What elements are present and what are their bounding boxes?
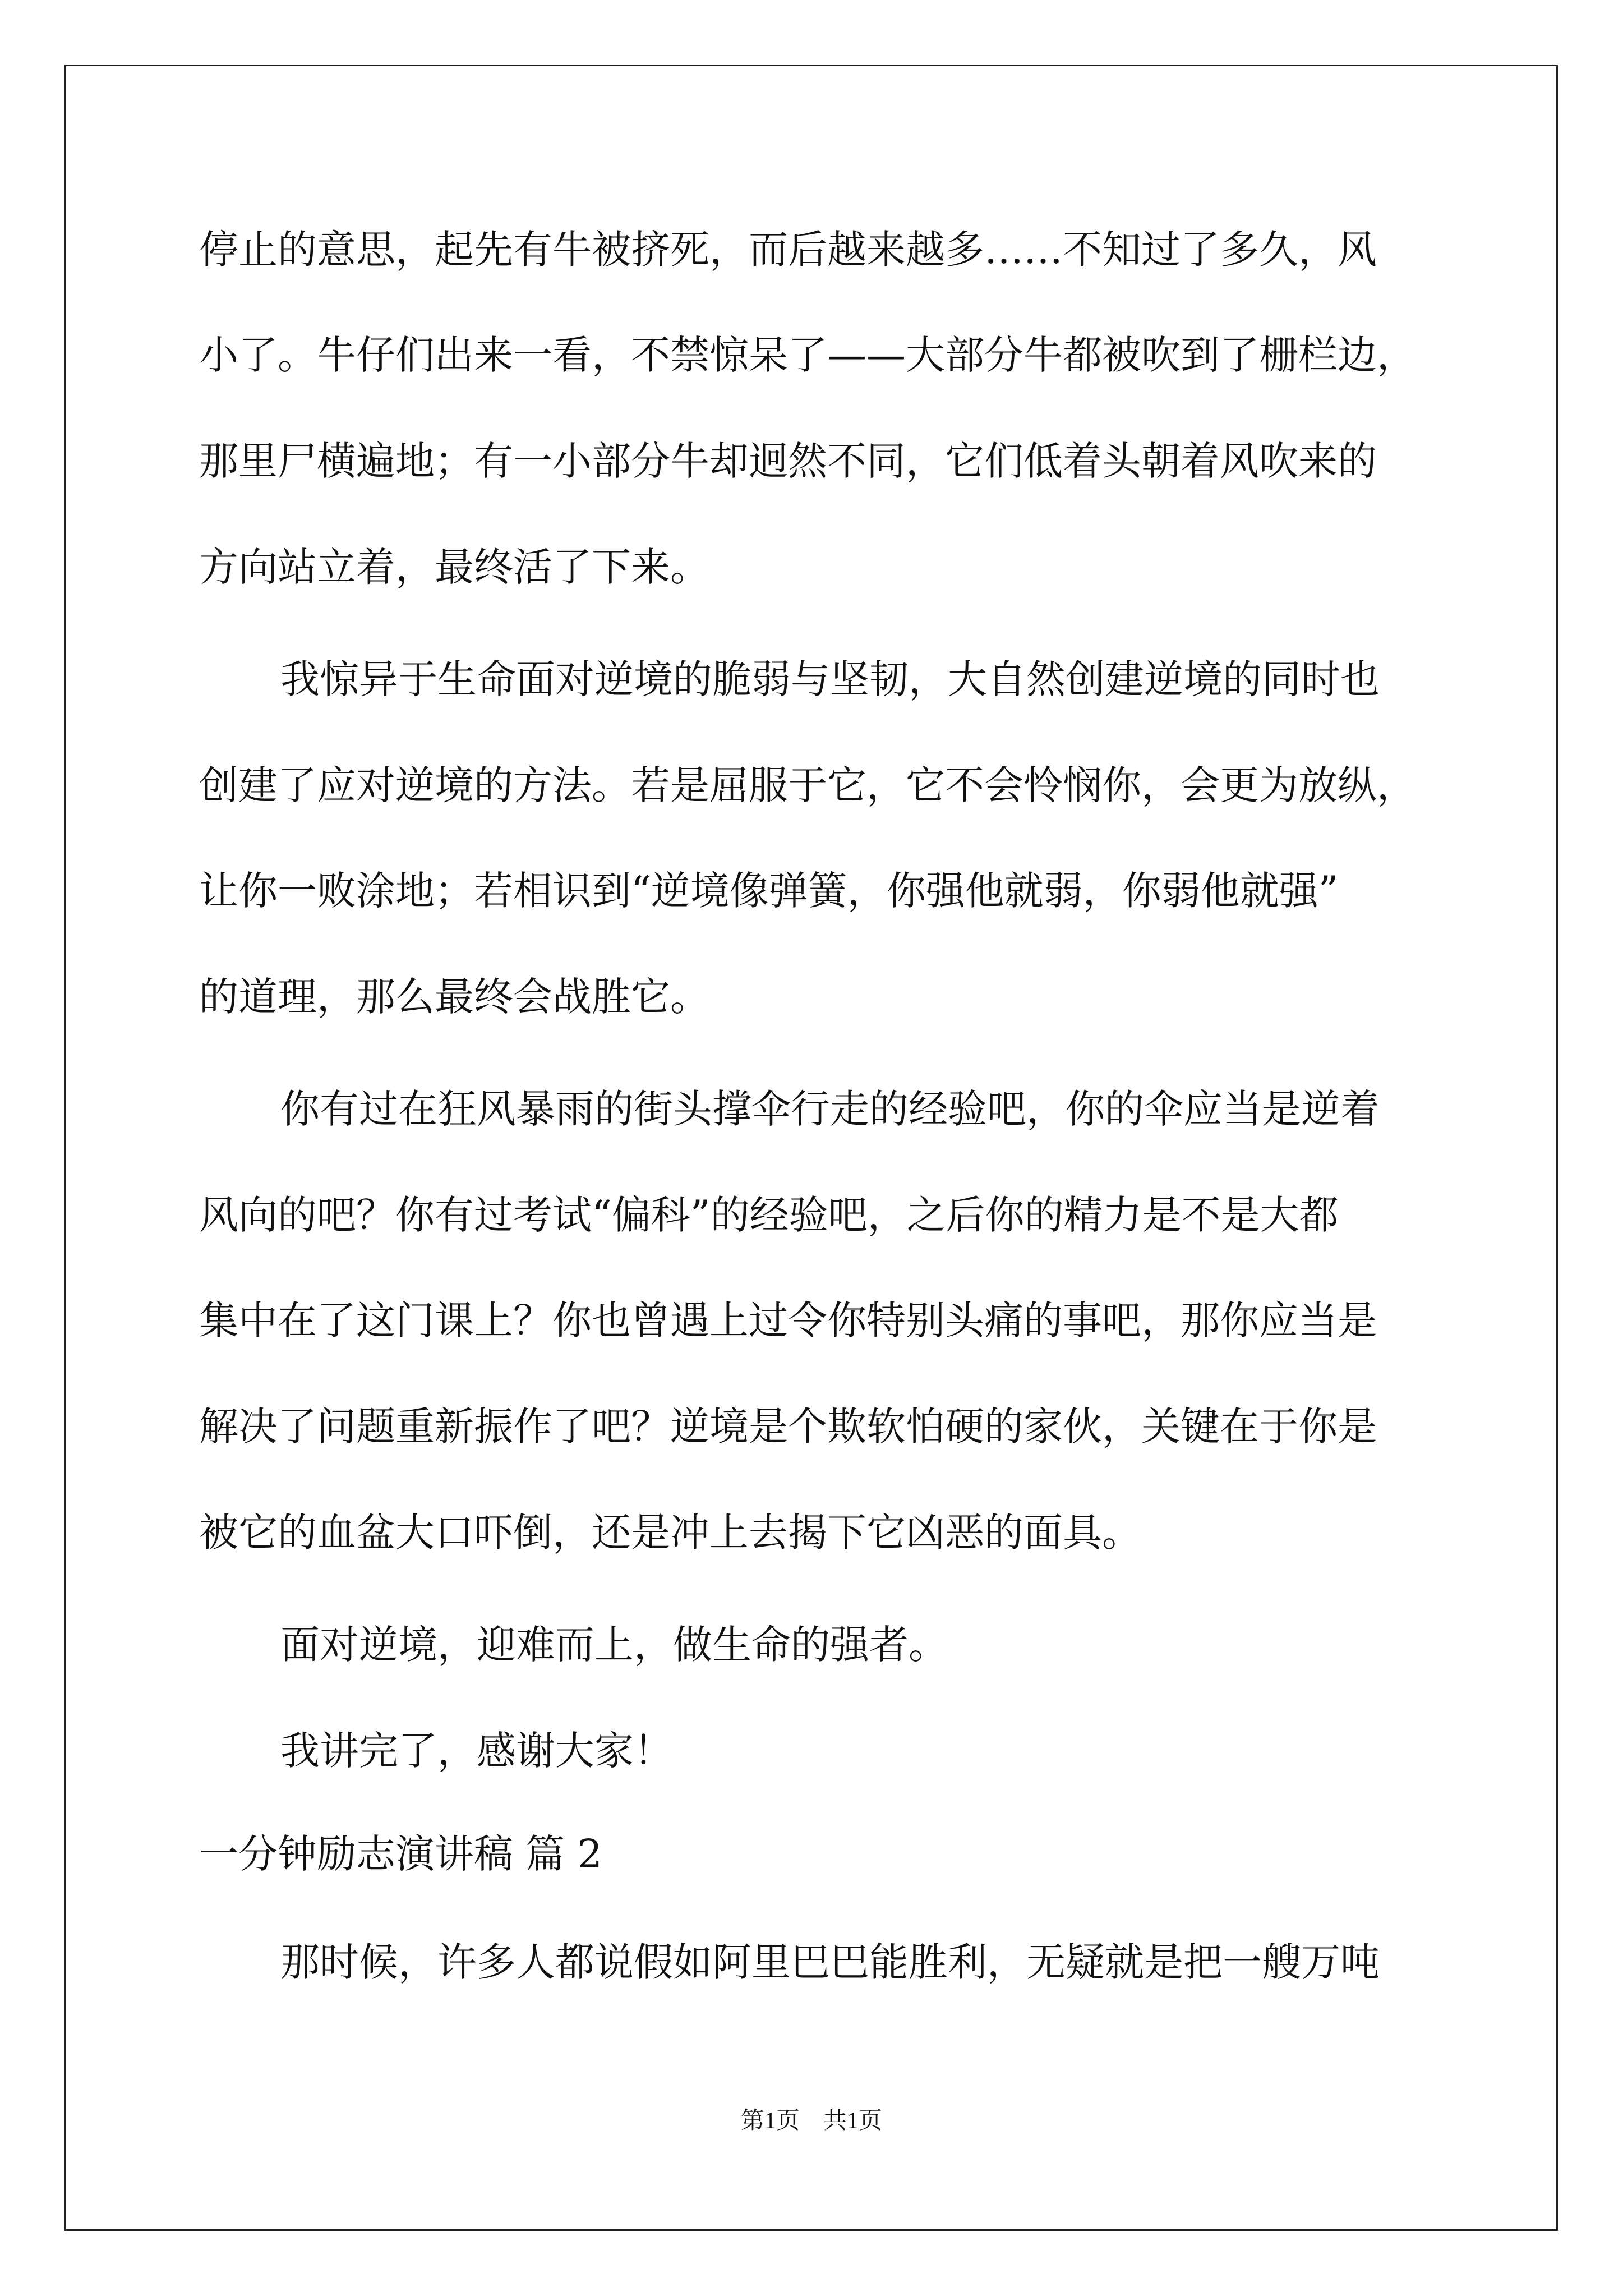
body-line: 解决了问题重新振作了吧？逆境是个欺软怕硬的家伙，关键在于你是 bbox=[199, 1404, 1377, 1450]
body-line: 被它的血盆大口吓倒，还是冲上去揭下它凶恶的面具。 bbox=[199, 1510, 1141, 1556]
body-line: 让你一败涂地；若相识到“逆境像弹簧，你强他就弱，你弱他就强” bbox=[199, 868, 1339, 914]
page-border bbox=[64, 65, 1558, 2231]
body-line: 那里尸横遍地；有一小部分牛却迥然不同，它们低着头朝着风吹来的 bbox=[199, 438, 1377, 484]
body-line: 方向站立着，最终活了下来。 bbox=[199, 544, 709, 590]
page-footer: 第1页 共1页 bbox=[740, 2108, 882, 2134]
body-line: 创建了应对逆境的方法。若是屈服于它，它不会怜悯你，会更为放纵， bbox=[199, 762, 1416, 808]
body-line: 的道理，那么最终会战胜它。 bbox=[199, 974, 709, 1020]
paragraph-start-line: 你有过在狂风暴雨的街头撑伞行走的经验吧，你的伞应当是逆着 bbox=[280, 1086, 1380, 1132]
paragraph-start-line: 我惊异于生命面对逆境的脆弱与坚韧，大自然创建逆境的同时也 bbox=[280, 656, 1380, 702]
paragraph-start-line: 我讲完了，感谢大家！ bbox=[280, 1728, 673, 1774]
body-line: 风向的吧？你有过考试“偏科”的经验吧，之后你的精力是不是大都 bbox=[199, 1192, 1339, 1238]
paragraph-start-line: 面对逆境，迎难而上，做生命的强者。 bbox=[280, 1622, 948, 1668]
body-line: 集中在了这门课上？你也曾遇上过令你特别头痛的事吧，那你应当是 bbox=[199, 1297, 1377, 1343]
paragraph-start-line: 那时候，许多人都说假如阿里巴巴能胜利，无疑就是把一艘万吨 bbox=[280, 1939, 1380, 1985]
body-line: 停止的意思，起先有牛被挤死，而后越来越多……不知过了多久，风 bbox=[199, 227, 1377, 273]
body-line: 小了。牛仔们出来一看，不禁惊呆了——大部分牛都被吹到了栅栏边， bbox=[199, 332, 1416, 378]
section-heading: 一分钟励志演讲稿 篇 2 bbox=[199, 1831, 603, 1877]
